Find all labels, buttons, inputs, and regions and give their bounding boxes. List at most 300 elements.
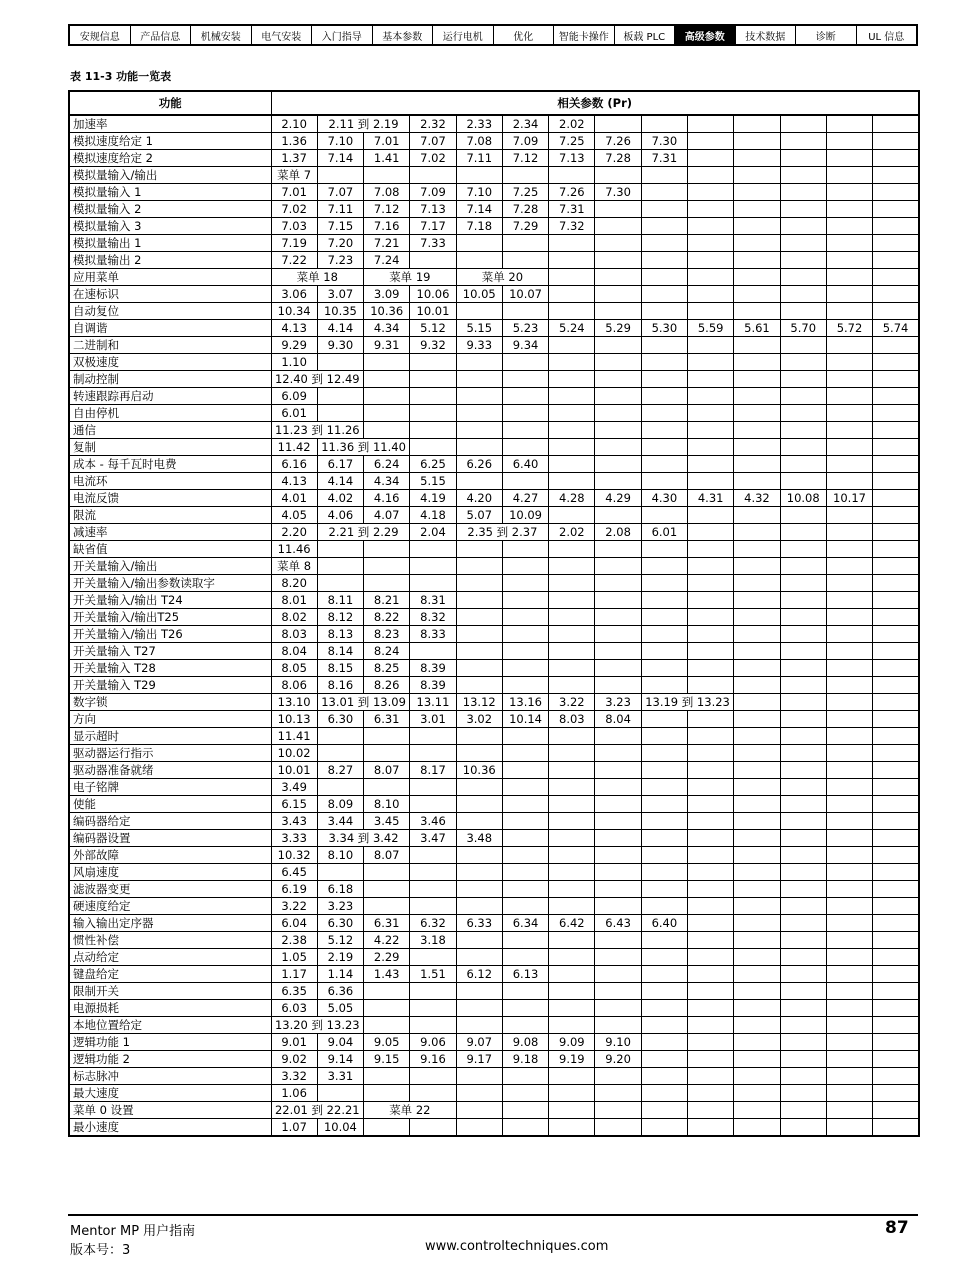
param-cell	[456, 252, 502, 269]
param-cell	[641, 422, 687, 439]
function-name-cell: 逻辑功能 1	[69, 1034, 271, 1051]
param-cell: 22.01 到 22.21	[271, 1102, 364, 1119]
param-cell	[502, 898, 548, 915]
param-cell	[595, 337, 641, 354]
param-cell	[595, 167, 641, 184]
param-cell	[549, 609, 595, 626]
table-row	[69, 507, 919, 524]
table-row	[69, 1017, 919, 1034]
param-cell: 6.13	[502, 966, 548, 983]
nav-tab[interactable]: 电气安装	[252, 26, 313, 44]
param-cell	[780, 847, 826, 864]
function-name-cell: 风扇速度	[69, 864, 271, 881]
nav-tab[interactable]: 安规信息	[70, 26, 131, 44]
param-cell	[456, 439, 502, 456]
param-cell	[873, 354, 919, 371]
param-cell	[734, 643, 780, 660]
param-cell	[595, 456, 641, 473]
param-cell: 8.05	[271, 660, 317, 677]
param-cell	[549, 456, 595, 473]
param-cell: 5.12	[317, 932, 363, 949]
param-cell	[734, 167, 780, 184]
param-cell	[456, 847, 502, 864]
param-cell: 11.42	[271, 439, 317, 456]
param-cell: 1.10	[271, 354, 317, 371]
param-cell	[595, 592, 641, 609]
param-cell	[595, 762, 641, 779]
param-cell	[780, 150, 826, 167]
param-cell	[873, 847, 919, 864]
param-cell	[595, 1119, 641, 1137]
param-cell	[549, 796, 595, 813]
param-cell	[688, 830, 734, 847]
param-cell: 10.34	[271, 303, 317, 320]
param-cell	[734, 388, 780, 405]
param-cell	[780, 337, 826, 354]
param-cell: 1.51	[410, 966, 456, 983]
function-name-cell: 驱动器准备就绪	[69, 762, 271, 779]
param-cell	[688, 184, 734, 201]
param-cell	[688, 847, 734, 864]
param-cell	[826, 371, 872, 388]
param-cell	[641, 388, 687, 405]
param-cell	[688, 456, 734, 473]
param-cell	[364, 1068, 410, 1085]
param-cell	[317, 167, 363, 184]
param-cell	[641, 626, 687, 643]
param-cell: 11.46	[271, 541, 317, 558]
param-cell	[688, 762, 734, 779]
param-cell: 7.30	[595, 184, 641, 201]
param-cell	[410, 252, 456, 269]
param-cell	[410, 949, 456, 966]
param-cell	[826, 711, 872, 728]
param-cell	[873, 881, 919, 898]
footer-url[interactable]: www.controltechniques.com	[425, 1239, 609, 1254]
table-row	[69, 558, 919, 575]
param-cell	[826, 881, 872, 898]
table-row	[69, 303, 919, 320]
function-name-cell: 开关量输入 T27	[69, 643, 271, 660]
param-cell	[780, 235, 826, 252]
param-cell	[826, 813, 872, 830]
param-cell: 3.07	[317, 286, 363, 303]
param-cell	[826, 150, 872, 167]
param-cell: 6.01	[641, 524, 687, 541]
nav-tab[interactable]: 基本参数	[373, 26, 434, 44]
param-cell	[502, 371, 548, 388]
param-cell: 7.25	[549, 133, 595, 150]
table-row	[69, 592, 919, 609]
param-cell	[364, 558, 410, 575]
param-cell	[502, 388, 548, 405]
param-cell	[826, 847, 872, 864]
param-cell	[410, 1017, 456, 1034]
param-cell	[826, 745, 872, 762]
param-cell	[734, 830, 780, 847]
function-name-cell: 模拟速度给定 2	[69, 150, 271, 167]
param-cell	[780, 1102, 826, 1119]
param-cell	[641, 762, 687, 779]
param-cell: 9.32	[410, 337, 456, 354]
param-cell: 6.31	[364, 915, 410, 932]
param-cell	[826, 1051, 872, 1068]
param-cell: 9.06	[410, 1034, 456, 1051]
param-cell	[734, 1085, 780, 1102]
param-cell: 10.07	[502, 286, 548, 303]
param-cell	[780, 915, 826, 932]
param-cell	[780, 932, 826, 949]
nav-tab[interactable]: 入门指导	[312, 26, 373, 44]
function-name-cell: 菜单 0 设置	[69, 1102, 271, 1119]
param-cell	[549, 949, 595, 966]
param-cell	[873, 439, 919, 456]
table-row	[69, 932, 919, 949]
param-cell	[734, 779, 780, 796]
param-cell	[826, 252, 872, 269]
param-cell: 6.32	[410, 915, 456, 932]
param-cell	[456, 660, 502, 677]
header-params: 相关参数 (Pr)	[271, 91, 919, 115]
param-cell	[780, 609, 826, 626]
param-cell: 8.23	[364, 626, 410, 643]
param-cell: 4.19	[410, 490, 456, 507]
param-cell	[873, 592, 919, 609]
table-row	[69, 235, 919, 252]
param-cell: 3.09	[364, 286, 410, 303]
table-row	[69, 1068, 919, 1085]
param-cell	[826, 439, 872, 456]
param-cell	[688, 881, 734, 898]
param-cell	[734, 456, 780, 473]
param-cell: 4.34	[364, 320, 410, 337]
param-cell	[549, 1000, 595, 1017]
param-cell: 2.35 到 2.37	[456, 524, 549, 541]
nav-tab[interactable]: 运行电机	[433, 26, 494, 44]
param-cell	[734, 1102, 780, 1119]
function-name-cell: 模拟量输入 3	[69, 218, 271, 235]
param-cell	[873, 1000, 919, 1017]
param-cell: 4.02	[317, 490, 363, 507]
param-cell	[873, 796, 919, 813]
function-name-cell: 开关量输入/输出 T26	[69, 626, 271, 643]
param-cell	[873, 1119, 919, 1137]
param-cell	[502, 830, 548, 847]
param-cell	[780, 966, 826, 983]
param-cell	[549, 558, 595, 575]
param-cell	[688, 1034, 734, 1051]
param-cell	[734, 303, 780, 320]
param-cell	[364, 745, 410, 762]
param-cell: 13.01 到 13.09	[317, 694, 410, 711]
nav-tab[interactable]: UL 信息	[868, 31, 905, 43]
param-cell	[549, 660, 595, 677]
param-cell: 2.02	[549, 524, 595, 541]
param-cell	[734, 115, 780, 133]
nav-tab[interactable]: 优化	[494, 26, 555, 44]
param-cell: 8.04	[595, 711, 641, 728]
param-cell: 1.06	[271, 1085, 317, 1102]
param-cell	[502, 983, 548, 1000]
param-cell: 10.09	[502, 507, 548, 524]
param-cell	[595, 830, 641, 847]
table-row	[69, 473, 919, 490]
param-cell	[549, 762, 595, 779]
param-cell	[502, 660, 548, 677]
table-row	[69, 167, 919, 184]
param-cell	[873, 643, 919, 660]
param-cell: 6.25	[410, 456, 456, 473]
param-cell	[595, 269, 641, 286]
param-cell	[688, 541, 734, 558]
nav-tab[interactable]: 高级参数	[675, 26, 736, 44]
param-cell	[595, 643, 641, 660]
param-cell	[641, 1085, 687, 1102]
param-cell	[456, 949, 502, 966]
param-cell: 7.02	[271, 201, 317, 218]
param-cell: 3.32	[271, 1068, 317, 1085]
param-cell	[780, 575, 826, 592]
param-cell	[549, 1017, 595, 1034]
param-cell	[317, 541, 363, 558]
function-name-cell: 模拟量输出 1	[69, 235, 271, 252]
param-cell	[780, 115, 826, 133]
param-cell	[595, 966, 641, 983]
function-name-cell: 转速跟踪再启动	[69, 388, 271, 405]
param-cell: 3.22	[549, 694, 595, 711]
param-cell	[549, 235, 595, 252]
param-cell	[410, 388, 456, 405]
param-cell	[364, 371, 410, 388]
table-row	[69, 422, 919, 439]
param-cell: 7.24	[364, 252, 410, 269]
param-cell	[595, 949, 641, 966]
param-cell	[595, 388, 641, 405]
param-cell	[826, 830, 872, 847]
param-cell	[688, 660, 734, 677]
param-cell	[734, 694, 780, 711]
param-cell	[410, 1000, 456, 1017]
param-cell	[780, 524, 826, 541]
nav-tab[interactable]: 诊断	[796, 26, 857, 44]
param-cell	[734, 269, 780, 286]
param-cell	[317, 558, 363, 575]
table-row	[69, 286, 919, 303]
param-cell	[410, 439, 456, 456]
function-name-cell: 模拟量输入 1	[69, 184, 271, 201]
param-cell	[780, 303, 826, 320]
param-cell	[502, 167, 548, 184]
param-cell	[734, 371, 780, 388]
param-cell: 8.39	[410, 677, 456, 694]
param-cell	[595, 473, 641, 490]
param-cell	[456, 1085, 502, 1102]
param-cell	[826, 796, 872, 813]
param-cell	[734, 660, 780, 677]
param-cell	[780, 592, 826, 609]
param-cell: 3.33	[271, 830, 317, 847]
nav-tab[interactable]: 技术数据	[736, 26, 797, 44]
table-row	[69, 524, 919, 541]
param-cell: 菜单 20	[456, 269, 549, 286]
param-cell	[502, 1102, 548, 1119]
param-cell: 3.31	[317, 1068, 363, 1085]
function-name-cell: 编码器给定	[69, 813, 271, 830]
param-cell: 6.36	[317, 983, 363, 1000]
param-cell	[688, 558, 734, 575]
function-name-cell: 自动复位	[69, 303, 271, 320]
param-cell	[780, 626, 826, 643]
param-cell: 5.74	[873, 320, 919, 337]
param-cell	[410, 983, 456, 1000]
param-cell	[364, 881, 410, 898]
table-row	[69, 1102, 919, 1119]
param-cell	[734, 609, 780, 626]
function-name-cell: 模拟量输出 2	[69, 252, 271, 269]
param-cell: 7.20	[317, 235, 363, 252]
param-cell	[734, 575, 780, 592]
param-cell	[780, 881, 826, 898]
nav-tab[interactable]: 智能卡操作	[554, 26, 615, 44]
nav-tab[interactable]: 产品信息	[131, 26, 192, 44]
param-cell	[734, 864, 780, 881]
param-cell: 8.03	[549, 711, 595, 728]
param-cell	[595, 115, 641, 133]
param-cell	[595, 1017, 641, 1034]
param-cell: 4.18	[410, 507, 456, 524]
param-cell	[549, 1068, 595, 1085]
param-cell: 10.04	[317, 1119, 363, 1137]
param-cell: 4.31	[688, 490, 734, 507]
param-cell	[688, 115, 734, 133]
param-cell: 7.30	[641, 133, 687, 150]
param-cell	[456, 983, 502, 1000]
param-cell	[873, 507, 919, 524]
param-cell	[873, 490, 919, 507]
param-cell: 菜单 22	[364, 1102, 457, 1119]
param-cell: 6.01	[271, 405, 317, 422]
param-cell: 8.07	[364, 762, 410, 779]
param-cell	[456, 235, 502, 252]
param-cell	[826, 592, 872, 609]
param-cell	[410, 575, 456, 592]
param-cell: 10.35	[317, 303, 363, 320]
nav-tab[interactable]: 板载 PLC	[615, 26, 676, 44]
param-cell	[780, 269, 826, 286]
param-cell	[641, 677, 687, 694]
function-name-cell: 自由停机	[69, 405, 271, 422]
param-cell	[826, 677, 872, 694]
param-cell: 5.24	[549, 320, 595, 337]
table-row	[69, 388, 919, 405]
param-cell	[873, 167, 919, 184]
table-header-row	[69, 91, 919, 115]
param-cell: 10.17	[826, 490, 872, 507]
table-row	[69, 354, 919, 371]
param-cell: 9.31	[364, 337, 410, 354]
param-cell	[595, 507, 641, 524]
function-name-cell: 驱动器运行指示	[69, 745, 271, 762]
footer-version: 版本号：3	[70, 1243, 131, 1258]
param-cell: 3.23	[595, 694, 641, 711]
param-cell	[734, 745, 780, 762]
param-cell: 5.70	[780, 320, 826, 337]
param-cell	[641, 609, 687, 626]
param-cell	[688, 779, 734, 796]
page-number: 87	[885, 1218, 909, 1238]
param-cell	[873, 558, 919, 575]
param-cell: 7.28	[502, 201, 548, 218]
param-cell	[502, 932, 548, 949]
param-cell	[826, 762, 872, 779]
param-cell	[826, 456, 872, 473]
param-cell	[873, 728, 919, 745]
table-row	[69, 966, 919, 983]
param-cell: 4.16	[364, 490, 410, 507]
param-cell: 7.32	[549, 218, 595, 235]
param-cell: 8.20	[271, 575, 317, 592]
param-cell	[780, 558, 826, 575]
param-cell	[456, 473, 502, 490]
param-cell	[549, 371, 595, 388]
param-cell	[780, 218, 826, 235]
param-cell	[780, 201, 826, 218]
param-cell	[780, 660, 826, 677]
param-cell	[688, 1051, 734, 1068]
param-cell	[734, 252, 780, 269]
param-cell	[826, 405, 872, 422]
function-name-cell: 开关量输入/输出 T24	[69, 592, 271, 609]
param-cell	[549, 507, 595, 524]
table-row	[69, 949, 919, 966]
param-cell	[641, 337, 687, 354]
param-cell: 9.05	[364, 1034, 410, 1051]
param-cell: 7.03	[271, 218, 317, 235]
param-cell	[502, 864, 548, 881]
param-cell	[688, 473, 734, 490]
param-cell	[780, 864, 826, 881]
param-cell	[595, 932, 641, 949]
param-cell	[688, 439, 734, 456]
param-cell: 2.10	[271, 115, 317, 133]
param-cell	[780, 745, 826, 762]
param-cell	[734, 898, 780, 915]
param-cell	[826, 507, 872, 524]
param-cell	[641, 201, 687, 218]
param-cell	[456, 371, 502, 388]
param-cell	[873, 303, 919, 320]
param-cell: 8.22	[364, 609, 410, 626]
param-cell	[549, 337, 595, 354]
param-cell	[641, 354, 687, 371]
param-cell	[456, 558, 502, 575]
param-cell	[826, 932, 872, 949]
table-row	[69, 660, 919, 677]
param-cell	[873, 337, 919, 354]
param-cell	[826, 286, 872, 303]
param-cell: 9.08	[502, 1034, 548, 1051]
param-cell	[502, 728, 548, 745]
function-name-cell: 减速率	[69, 524, 271, 541]
param-cell	[688, 1000, 734, 1017]
param-cell: 菜单 18	[271, 269, 364, 286]
function-name-cell: 成本 - 每千瓦时电费	[69, 456, 271, 473]
param-cell: 8.03	[271, 626, 317, 643]
param-cell: 6.31	[364, 711, 410, 728]
param-cell	[734, 626, 780, 643]
nav-tab[interactable]: 机械安装	[191, 26, 252, 44]
function-name-cell: 开关量输入 T28	[69, 660, 271, 677]
